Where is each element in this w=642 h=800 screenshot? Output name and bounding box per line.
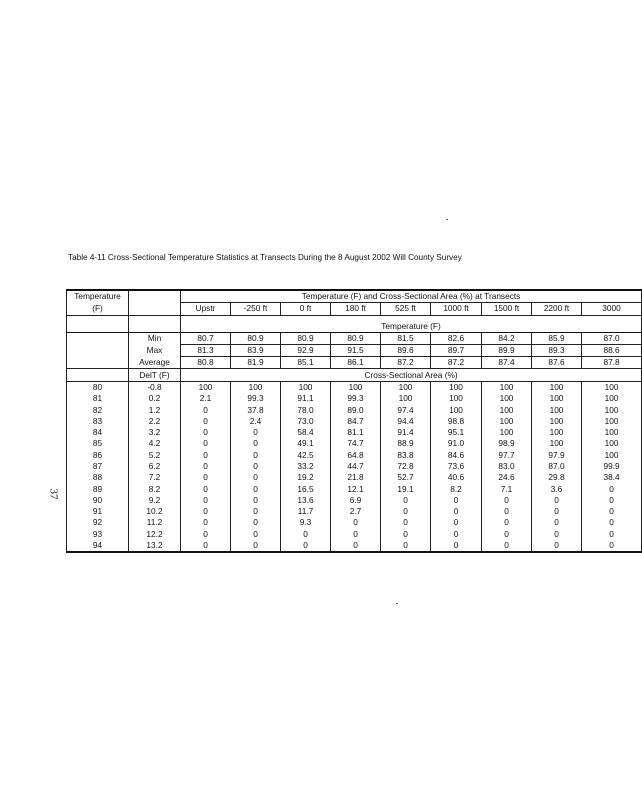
area-value: 0 xyxy=(181,483,231,494)
area-value: 100 xyxy=(582,427,642,438)
stat-value: 80.9 xyxy=(331,332,381,344)
area-value: 100 xyxy=(381,393,431,404)
header-row-2 xyxy=(67,303,642,315)
area-value: 0 xyxy=(582,529,642,540)
area-value: 0 xyxy=(231,529,281,540)
row-delt: 0.2 xyxy=(129,393,181,404)
table-row xyxy=(67,461,642,472)
area-value: 73.6 xyxy=(431,461,482,472)
row-temperature: 82 xyxy=(67,404,129,415)
blank-header-2 xyxy=(129,303,181,315)
area-value: 0 xyxy=(181,517,231,528)
area-value: 0 xyxy=(181,450,231,461)
area-value: 100 xyxy=(582,438,642,449)
area-value: 97.7 xyxy=(482,450,532,461)
area-value: 100 xyxy=(582,404,642,415)
row-delt: 4.2 xyxy=(129,438,181,449)
stat-label: Max xyxy=(129,344,181,356)
area-value: 0 xyxy=(532,495,582,506)
row-temperature: 81 xyxy=(67,393,129,404)
stat-value: 81.5 xyxy=(381,332,431,344)
area-value: 98.8 xyxy=(431,416,482,427)
area-value: 0 xyxy=(431,529,482,540)
area-value: 0 xyxy=(381,540,431,552)
area-value: 0 xyxy=(281,529,331,540)
temp-header-unit: (F) xyxy=(67,303,129,315)
area-value: 0 xyxy=(281,540,331,552)
table-row xyxy=(67,529,642,540)
stat-label: Min xyxy=(129,332,181,344)
data-table xyxy=(66,289,642,553)
stat-value: 81.9 xyxy=(231,357,281,369)
area-value: 42.5 xyxy=(281,450,331,461)
stat-value: 84.2 xyxy=(482,332,532,344)
row-temperature: 83 xyxy=(67,416,129,427)
area-value: 12.1 xyxy=(331,483,381,494)
transect-header-4: 525 ft xyxy=(381,303,431,315)
area-value: 19.2 xyxy=(281,472,331,483)
area-value: 100 xyxy=(482,416,532,427)
area-value: 0 xyxy=(231,427,281,438)
area-value: 0 xyxy=(532,517,582,528)
area-value: 40.6 xyxy=(431,472,482,483)
stat-value: 85.9 xyxy=(532,332,582,344)
group-header: Temperature (F) and Cross-Sectional Area (%) at Transects xyxy=(181,290,642,303)
area-value: 0 xyxy=(482,529,532,540)
row-delt: 7.2 xyxy=(129,472,181,483)
page-number: 37 xyxy=(47,488,60,500)
blank-cell xyxy=(67,357,129,369)
header-row-1 xyxy=(67,290,642,303)
table-row xyxy=(67,472,642,483)
area-value: 0 xyxy=(231,495,281,506)
transect-header-7: 2200 ft xyxy=(532,303,582,315)
area-value: 100 xyxy=(431,404,482,415)
area-value: 0 xyxy=(381,517,431,528)
area-value: 72.8 xyxy=(381,461,431,472)
row-delt: 6.2 xyxy=(129,461,181,472)
transect-header-5: 1000 ft xyxy=(431,303,482,315)
table-row xyxy=(67,495,642,506)
area-value: 0 xyxy=(532,540,582,552)
area-value: 100 xyxy=(582,381,642,393)
area-value: 0 xyxy=(331,540,381,552)
table-row xyxy=(67,540,642,552)
stat-value: 89.9 xyxy=(482,344,532,356)
row-temperature: 89 xyxy=(67,483,129,494)
area-value: 0 xyxy=(181,404,231,415)
area-value: 38.4 xyxy=(582,472,642,483)
area-value: 100 xyxy=(582,416,642,427)
area-value: 3.6 xyxy=(532,483,582,494)
area-value: 0 xyxy=(431,495,482,506)
area-value: 21.8 xyxy=(331,472,381,483)
area-value: 100 xyxy=(482,404,532,415)
transect-header-1: -250 ft xyxy=(231,303,281,315)
area-value: 100 xyxy=(482,381,532,393)
stat-value: 82.6 xyxy=(431,332,482,344)
area-value: 100 xyxy=(532,381,582,393)
transect-header-6: 1500 ft xyxy=(482,303,532,315)
table-row xyxy=(67,381,642,393)
row-delt: 9.2 xyxy=(129,495,181,506)
area-value: 24.6 xyxy=(482,472,532,483)
area-value: 0 xyxy=(231,472,281,483)
area-value: 100 xyxy=(331,381,381,393)
row-temperature: 91 xyxy=(67,506,129,517)
temperature-stat-row xyxy=(67,357,642,369)
area-value: 0 xyxy=(482,506,532,517)
area-value: 0 xyxy=(231,540,281,552)
area-value: 100 xyxy=(181,381,231,393)
area-value: 0 xyxy=(532,529,582,540)
area-value: 100 xyxy=(582,450,642,461)
row-delt: 2.2 xyxy=(129,416,181,427)
area-value: 97.9 xyxy=(532,450,582,461)
area-value: 0 xyxy=(181,495,231,506)
area-value: 9.3 xyxy=(281,517,331,528)
area-value: 0 xyxy=(381,506,431,517)
area-value: 100 xyxy=(431,381,482,393)
area-value: 100 xyxy=(532,438,582,449)
blank-cell xyxy=(67,315,129,332)
table-container xyxy=(66,289,621,585)
area-value: 44.7 xyxy=(331,461,381,472)
temperature-section-title: Temperature (F) xyxy=(181,315,642,332)
area-value: 11.7 xyxy=(281,506,331,517)
area-value: 0 xyxy=(181,438,231,449)
area-value: 19.1 xyxy=(381,483,431,494)
area-value: 84.6 xyxy=(431,450,482,461)
area-value: 64.8 xyxy=(331,450,381,461)
area-value: 0 xyxy=(582,517,642,528)
stat-value: 89.7 xyxy=(431,344,482,356)
area-value: 100 xyxy=(482,427,532,438)
area-value: 100 xyxy=(381,381,431,393)
area-value: 78.0 xyxy=(281,404,331,415)
area-value: 0 xyxy=(181,427,231,438)
area-value: 97.4 xyxy=(381,404,431,415)
stat-value: 91.5 xyxy=(331,344,381,356)
area-value: 99.3 xyxy=(231,393,281,404)
table-caption: Table 4-11 Cross-Sectional Temperature Statistics at Transects During the 8 August 2002 Will County Survey xyxy=(68,253,462,262)
spacer-row xyxy=(67,315,642,332)
area-value: 52.7 xyxy=(381,472,431,483)
table-row xyxy=(67,393,642,404)
area-value: 74.7 xyxy=(331,438,381,449)
area-value: 0 xyxy=(181,506,231,517)
area-value: 100 xyxy=(231,381,281,393)
temperature-stat-row xyxy=(67,344,642,356)
row-delt: -0.8 xyxy=(129,381,181,393)
row-delt: 5.2 xyxy=(129,450,181,461)
stat-value: 89.3 xyxy=(532,344,582,356)
blank-cell xyxy=(129,315,181,332)
stat-value: 80.9 xyxy=(231,332,281,344)
row-delt: 11.2 xyxy=(129,517,181,528)
area-value: 58.4 xyxy=(281,427,331,438)
area-value: 81.1 xyxy=(331,427,381,438)
area-value: 73.0 xyxy=(281,416,331,427)
row-temperature: 85 xyxy=(67,438,129,449)
stat-value: 88.6 xyxy=(582,344,642,356)
area-value: 0 xyxy=(431,517,482,528)
stat-value: 87.2 xyxy=(381,357,431,369)
transect-header-2: 0 ft xyxy=(281,303,331,315)
stat-value: 81.3 xyxy=(181,344,231,356)
area-value: 0 xyxy=(431,506,482,517)
area-value: 6.9 xyxy=(331,495,381,506)
row-temperature: 93 xyxy=(67,529,129,540)
scan-speck xyxy=(396,603,398,604)
row-delt: 3.2 xyxy=(129,427,181,438)
table-row xyxy=(67,427,642,438)
table-row xyxy=(67,506,642,517)
row-temperature: 86 xyxy=(67,450,129,461)
row-temperature: 87 xyxy=(67,461,129,472)
area-value: 0 xyxy=(482,540,532,552)
area-value: 0 xyxy=(231,483,281,494)
scan-speck xyxy=(446,219,448,220)
row-delt: 1.2 xyxy=(129,404,181,415)
area-value: 0 xyxy=(331,529,381,540)
area-value: 0 xyxy=(181,529,231,540)
area-value: 99.9 xyxy=(582,461,642,472)
area-value: 7.1 xyxy=(482,483,532,494)
area-value: 87.0 xyxy=(532,461,582,472)
area-value: 100 xyxy=(532,427,582,438)
transect-header-3: 180 ft xyxy=(331,303,381,315)
table-row xyxy=(67,404,642,415)
stat-value: 80.7 xyxy=(181,332,231,344)
row-delt: 12.2 xyxy=(129,529,181,540)
area-value: 2.1 xyxy=(181,393,231,404)
area-value: 100 xyxy=(532,404,582,415)
area-value: 0 xyxy=(231,461,281,472)
area-value: 91.1 xyxy=(281,393,331,404)
temp-header: Temperature xyxy=(67,290,129,303)
stat-value: 80.9 xyxy=(281,332,331,344)
row-temperature: 90 xyxy=(67,495,129,506)
area-value: 0 xyxy=(381,529,431,540)
blank-header xyxy=(129,290,181,303)
stat-value: 87.6 xyxy=(532,357,582,369)
row-delt: 13.2 xyxy=(129,540,181,552)
row-temperature: 84 xyxy=(67,427,129,438)
stat-value: 80.8 xyxy=(181,357,231,369)
area-value: 0 xyxy=(231,438,281,449)
row-delt: 8.2 xyxy=(129,483,181,494)
table-row xyxy=(67,438,642,449)
area-value: 83.0 xyxy=(482,461,532,472)
stat-value: 87.0 xyxy=(582,332,642,344)
area-value: 0 xyxy=(532,506,582,517)
row-temperature: 92 xyxy=(67,517,129,528)
area-value: 84.7 xyxy=(331,416,381,427)
area-value: 0 xyxy=(181,416,231,427)
row-delt: 10.2 xyxy=(129,506,181,517)
stat-value: 87.4 xyxy=(482,357,532,369)
area-value: 2.7 xyxy=(331,506,381,517)
area-value: 0 xyxy=(582,506,642,517)
transect-header-0: Upstr xyxy=(181,303,231,315)
stat-value: 87.8 xyxy=(582,357,642,369)
area-value: 100 xyxy=(482,393,532,404)
area-value: 0 xyxy=(582,483,642,494)
area-value: 16.5 xyxy=(281,483,331,494)
area-value: 99.3 xyxy=(331,393,381,404)
area-value: 89.0 xyxy=(331,404,381,415)
row-temperature: 94 xyxy=(67,540,129,552)
area-value: 91.0 xyxy=(431,438,482,449)
area-value: 95.1 xyxy=(431,427,482,438)
table-row xyxy=(67,450,642,461)
stat-value: 87.2 xyxy=(431,357,482,369)
area-value: 0 xyxy=(181,540,231,552)
area-value: 8.2 xyxy=(431,483,482,494)
area-value: 94.4 xyxy=(381,416,431,427)
table-row xyxy=(67,483,642,494)
area-value: 0 xyxy=(231,517,281,528)
area-header-row xyxy=(67,369,642,381)
area-value: 0 xyxy=(482,517,532,528)
area-value: 0 xyxy=(381,495,431,506)
blank-cell xyxy=(67,332,129,344)
area-value: 0 xyxy=(231,506,281,517)
area-value: 100 xyxy=(532,416,582,427)
area-value: 88.9 xyxy=(381,438,431,449)
blank-cell xyxy=(67,344,129,356)
area-value: 0 xyxy=(181,472,231,483)
stat-label: Average xyxy=(129,357,181,369)
area-value: 37.8 xyxy=(231,404,281,415)
area-value: 83.8 xyxy=(381,450,431,461)
stat-value: 83.9 xyxy=(231,344,281,356)
area-value: 49.1 xyxy=(281,438,331,449)
table-row xyxy=(67,416,642,427)
area-value: 33.2 xyxy=(281,461,331,472)
area-value: 100 xyxy=(281,381,331,393)
area-value: 0 xyxy=(331,517,381,528)
area-value: 2.4 xyxy=(231,416,281,427)
blank-cell xyxy=(67,369,129,381)
stat-value: 85.1 xyxy=(281,357,331,369)
area-value: 100 xyxy=(582,393,642,404)
transect-header-8: 3000 xyxy=(582,303,642,315)
area-value: 0 xyxy=(582,495,642,506)
table-row xyxy=(67,517,642,528)
area-value: 100 xyxy=(431,393,482,404)
area-value: 0 xyxy=(231,450,281,461)
area-value: 0 xyxy=(582,540,642,552)
area-value: 29.8 xyxy=(532,472,582,483)
area-value: 91.4 xyxy=(381,427,431,438)
delt-header: DelT (F) xyxy=(129,369,181,381)
area-value: 0 xyxy=(431,540,482,552)
stat-value: 92.9 xyxy=(281,344,331,356)
stat-value: 86.1 xyxy=(331,357,381,369)
row-temperature: 88 xyxy=(67,472,129,483)
stat-value: 89.6 xyxy=(381,344,431,356)
row-temperature: 80 xyxy=(67,381,129,393)
area-value: 0 xyxy=(482,495,532,506)
area-section-title: Cross-Sectional Area (%) xyxy=(181,369,642,381)
temperature-stat-row xyxy=(67,332,642,344)
area-value: 100 xyxy=(532,393,582,404)
area-value: 0 xyxy=(181,461,231,472)
area-value: 13.6 xyxy=(281,495,331,506)
area-value: 98.9 xyxy=(482,438,532,449)
